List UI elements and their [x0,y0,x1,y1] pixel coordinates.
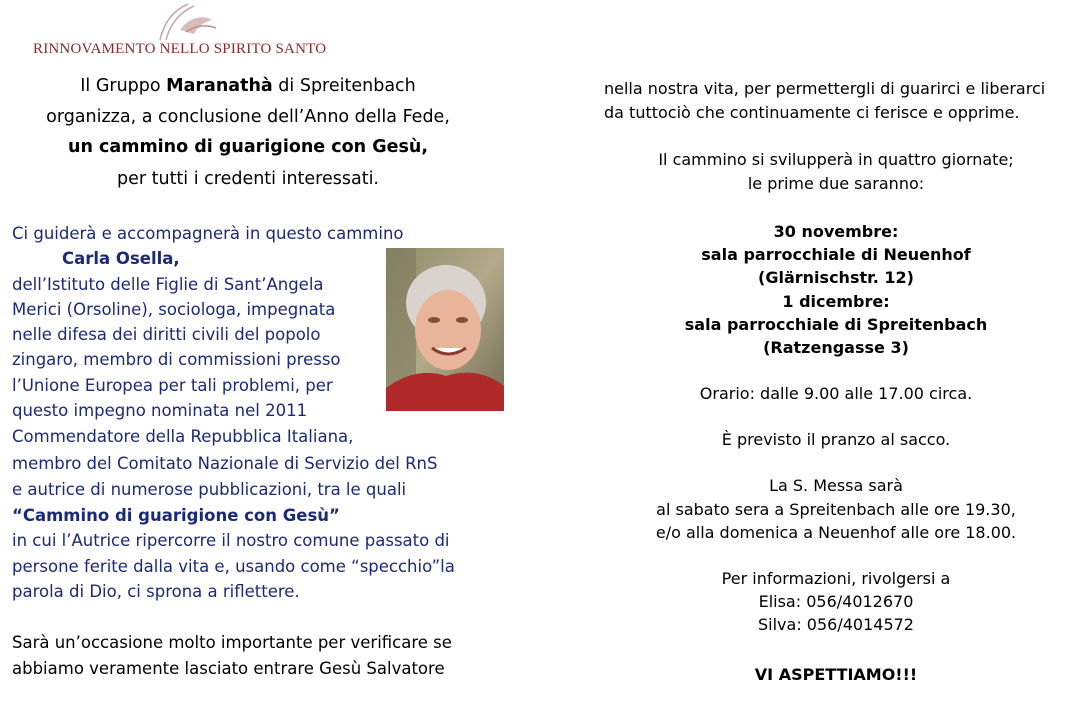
day1-date: 30 novembre: [773,222,899,241]
bio-line: in cui l’Autrice ripercorre il nostro comune passato di [12,531,450,550]
mass-text: e/o alla domenica a Neuenhof alle ore 18.00. [655,523,1017,542]
bio-line: questo impegno nominata nel 2011 [12,401,308,420]
continuation-line: nella nostra vita, per permettergli di guarirci e liberarci [604,79,1046,98]
intro-line-2: organizza, a conclusione dell’Anno della Fede, [46,107,450,127]
bio-line: Ci guiderà e accompagnerà in questo cammino [12,224,404,243]
day1-address: (Glärnischstr. 12) [758,268,914,287]
contact-elisa: Elisa: 056/4012670 [758,592,914,611]
day2-place: sala parrocchiale di Spreitenbach [684,315,988,334]
contact-silva: Silva: 056/4014572 [758,615,914,634]
schedule-intro: le prime due saranno: [747,174,925,193]
book-title: “Cammino di guarigione con Gesù” [12,506,340,525]
intro-line-1: Il Gruppo Maranathà di Spreitenbach [80,76,416,96]
closing-line: Sarà un’occasione molto importante per verificare se [12,633,452,652]
bio-line: nelle difesa dei diritti civili del popolo [12,325,321,344]
group-name: Maranathà [166,76,273,96]
bio-line: Commendatore della Repubblica Italiana, [12,427,354,446]
lunch-text: È previsto il pranzo al sacco. [721,430,951,449]
speaker-name: Carla Osella, [62,249,180,268]
day1-place: sala parrocchiale di Neuenhof [701,245,971,264]
hours-text: Orario: dalle 9.00 alle 17.00 circa. [699,384,973,403]
day2-date: 1 dicembre: [782,292,890,311]
schedule-intro: Il cammino si svilupperà in quattro giornate; [658,150,1014,169]
rns-logo-icon [150,0,230,42]
bio-line: Merici (Orsoline), sociologa, impegnata [12,300,336,319]
bio-line: dell’Istituto delle Figlie di Sant’Angela [12,275,324,294]
mass-text: La S. Messa sarà [769,476,903,495]
closing-slogan: VI ASPETTIAMO!!! [754,665,918,684]
speaker-photo [386,248,504,411]
intro-line-3: un cammino di guarigione con Gesù, [68,137,428,157]
day2-address: (Ratzengasse 3) [763,338,909,357]
mass-text: al sabato sera a Spreitenbach alle ore 19.30, [656,500,1016,519]
bio-line: membro del Comitato Nazionale di Servizio del RnS [12,454,438,473]
logo-text: RINNOVAMENTO NELLO SPIRITO SANTO [33,41,327,57]
continuation-line: da tuttociò che continuamente ci ferisce e opprime. [604,103,1020,122]
bio-line: persone ferite dalla vita e, usando come “specchio”la [12,557,455,576]
bio-line: zingaro, membro di commissioni presso [12,350,341,369]
bio-line: l’Unione Europea per tali problemi, per [12,376,333,395]
bio-line: e autrice di numerose pubblicazioni, tra le quali [12,480,407,499]
info-text: Per informazioni, rivolgersi a [721,569,951,588]
bio-line: parola di Dio, ci sprona a riflettere. [12,582,300,601]
intro-line-4: per tutti i credenti interessati. [116,169,379,189]
closing-line: abbiamo veramente lasciato entrare Gesù Salvatore [12,659,445,678]
